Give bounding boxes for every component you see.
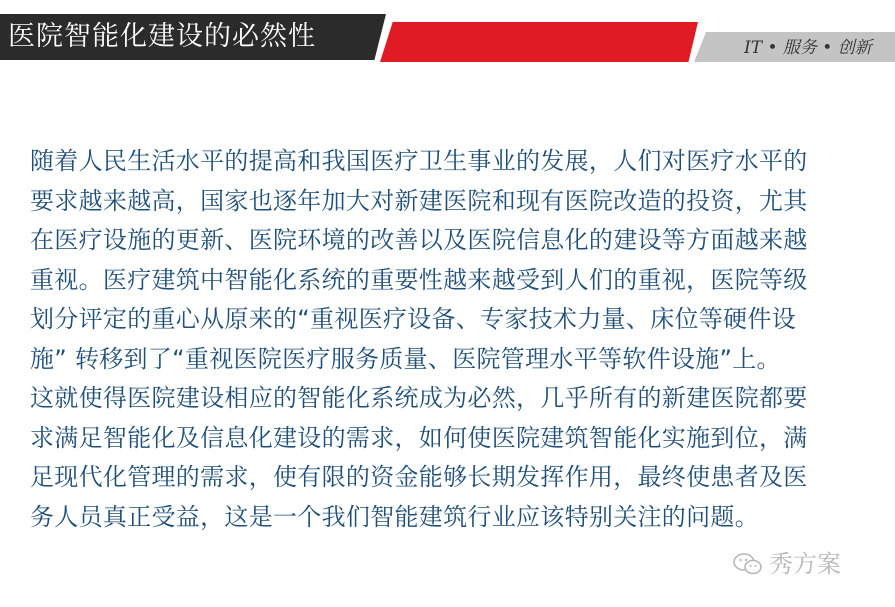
paragraph-line: 要求越来越高，国家也逐年加大对新建医院和现有医院改造的投资，尤其 xyxy=(30,186,808,215)
wechat-icon xyxy=(733,552,763,576)
paragraph-line: 求满足智能化及信息化建设的需求，如何使医院建筑智能化实施到位，满 xyxy=(30,423,808,452)
accent-bar xyxy=(380,22,698,62)
slide-title: 医院智能化建设的必然性 xyxy=(8,21,316,52)
paragraph-line: 务人员真正受益，这是一个我们智能建筑行业应该特别关注的问题。 xyxy=(30,502,759,531)
paragraph-line: 足现代化管理的需求，使有限的资金能够长期发挥作用，最终使患者及医 xyxy=(30,463,808,491)
slide-header xyxy=(0,0,895,64)
paragraph-line: 施” 转移到了“重视医院医疗服务质量、医院管理水平等软件设施”上。 xyxy=(30,344,781,373)
paragraph-line: 重视。医疗建筑中智能化系统的重要性越来越受到人们的重视，医院等级 xyxy=(30,265,808,294)
paragraph-line: 这就使得医院建设相应的智能化系统成为必然，几乎所有的新建医院都要 xyxy=(30,384,808,412)
paragraph-line: 随着人民生活水平的提高和我国医疗卫生事业的发展，人们对医疗水平的 xyxy=(30,147,808,175)
watermark xyxy=(733,548,873,582)
tagline: IT • 服务 • 创新 xyxy=(744,38,872,58)
watermark-text: 秀方案 xyxy=(769,550,841,578)
paragraph-line: 划分评定的重心从原来的“重视医疗设备、专家技术力量、床位等硬件设 xyxy=(30,305,797,333)
paragraph-line: 在医疗设施的更新、医院环境的改善以及医院信息化的建设等方面越来越 xyxy=(30,226,808,254)
body-paragraph xyxy=(30,142,875,537)
